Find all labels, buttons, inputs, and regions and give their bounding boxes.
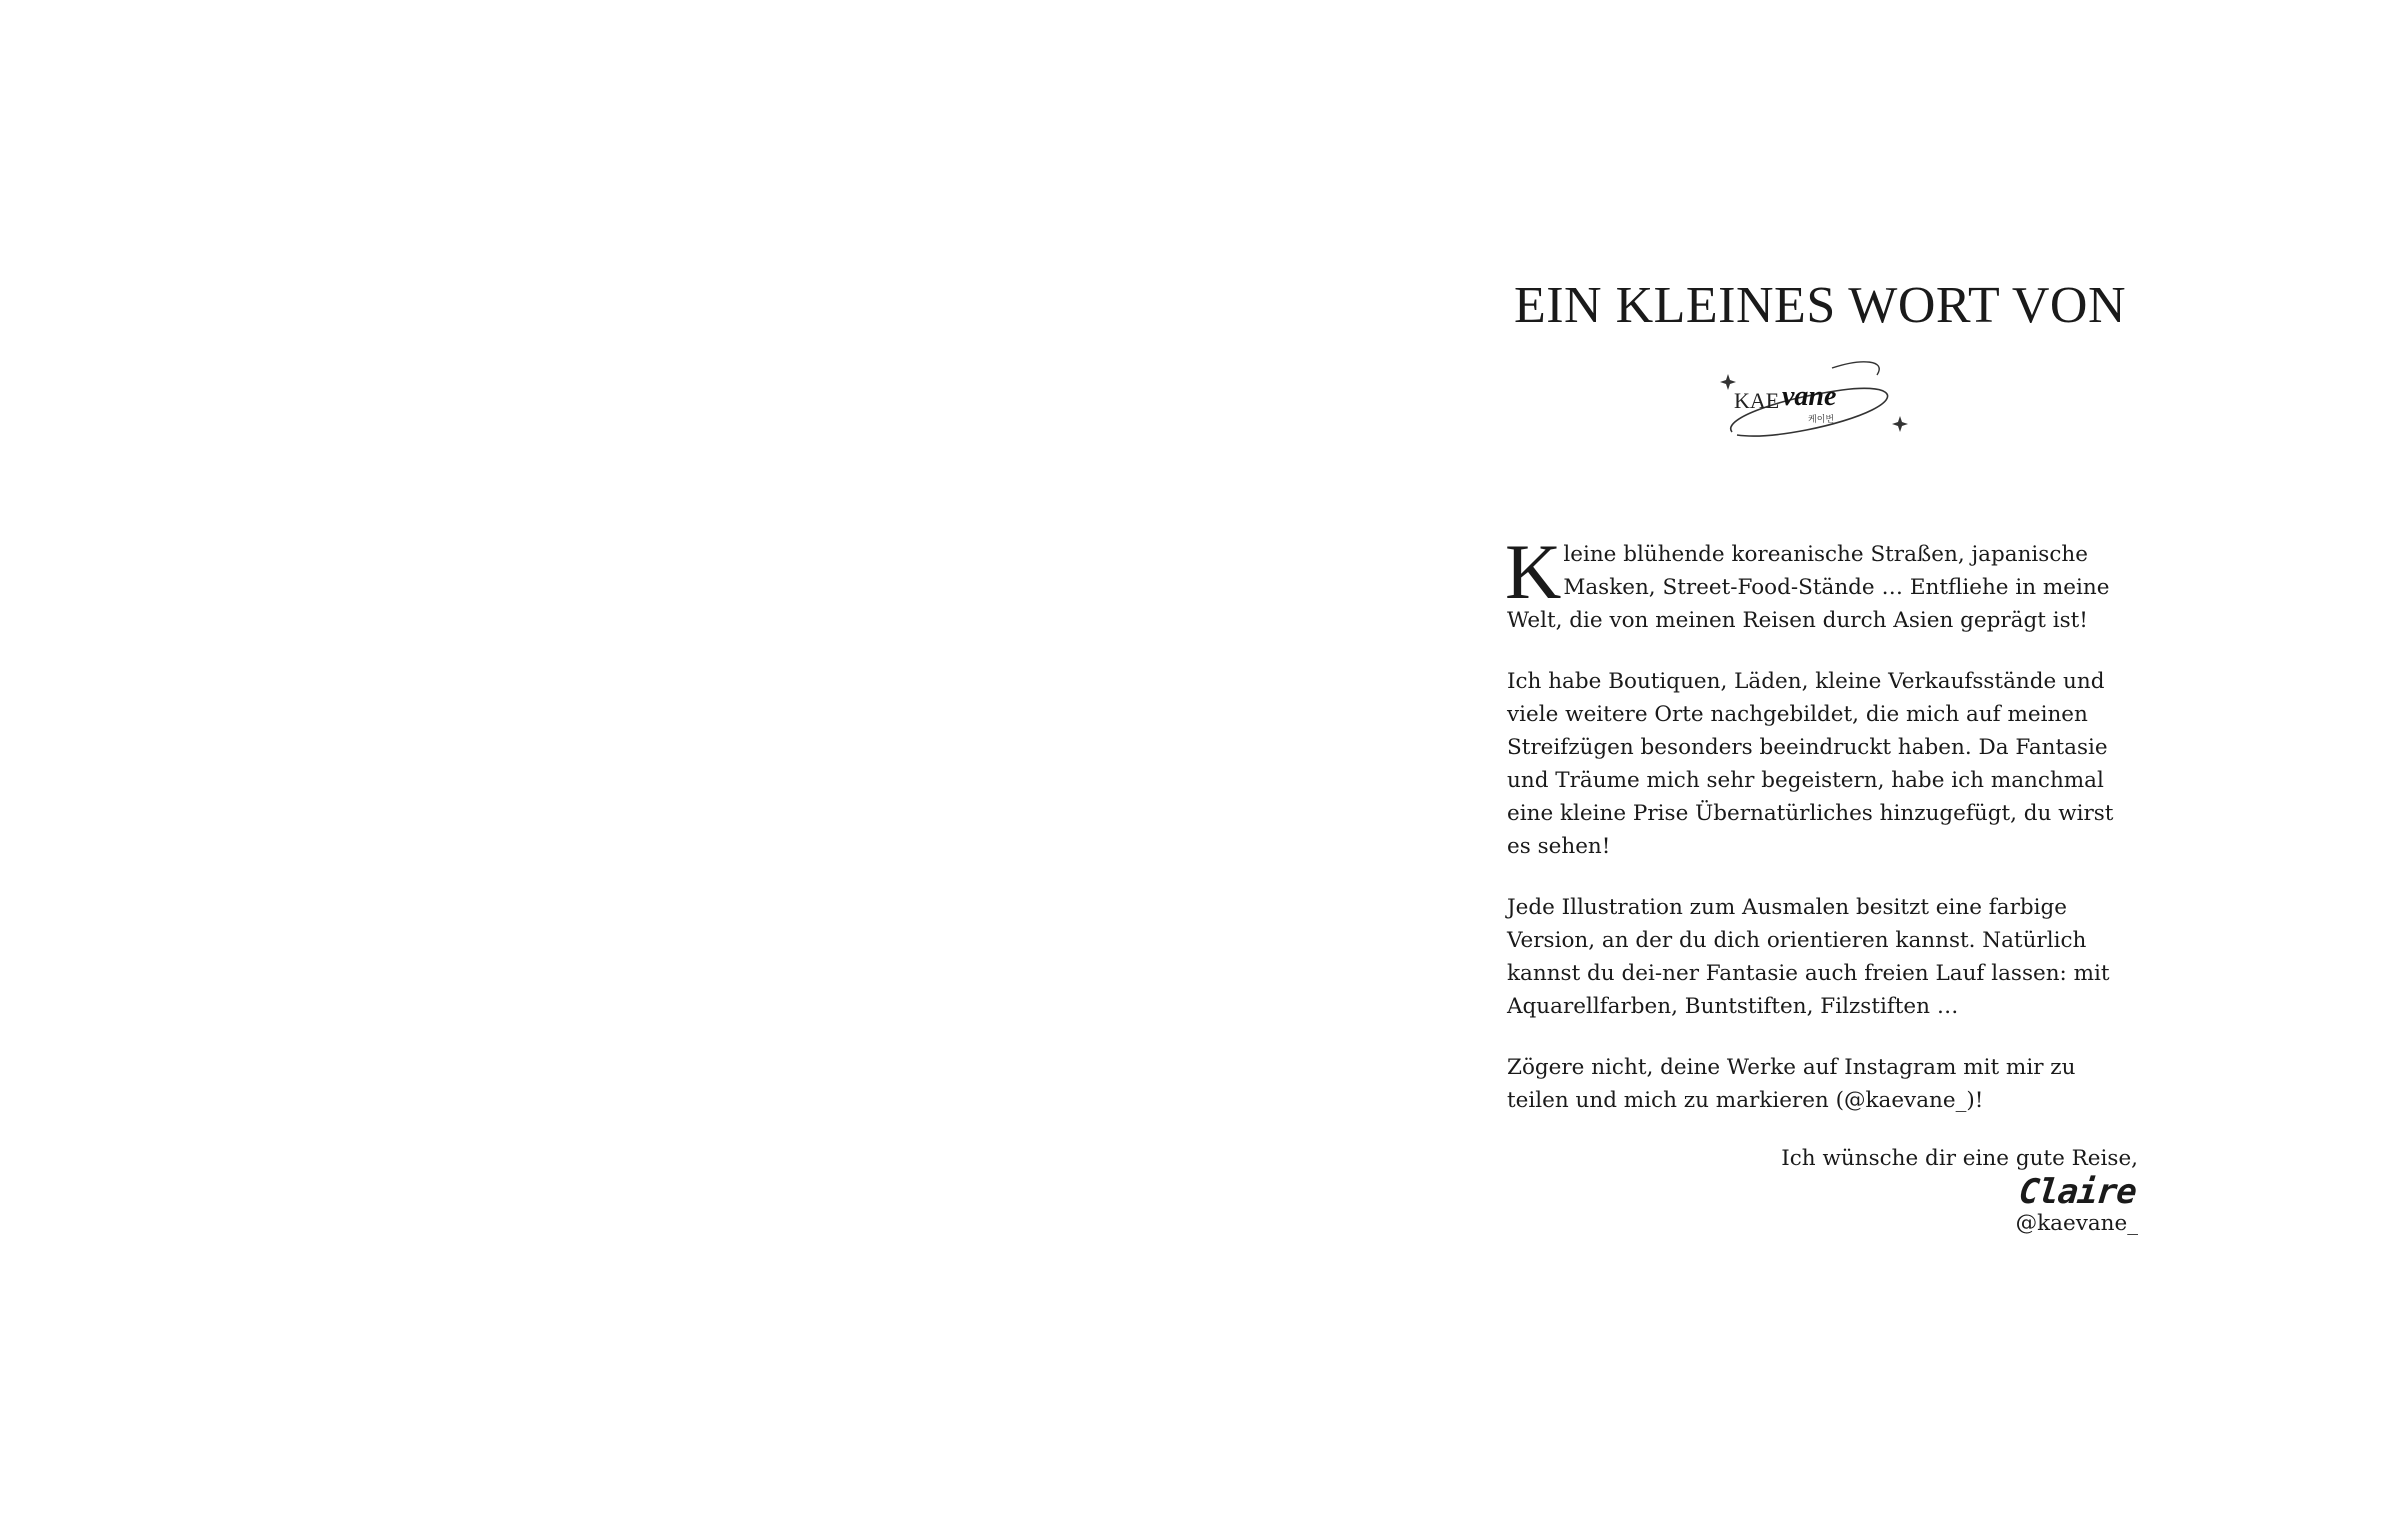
page-title: EIN KLEINES WORT VON bbox=[1513, 277, 2127, 334]
intro-paragraph bbox=[1505, 528, 2137, 637]
closing-block bbox=[1600, 1142, 2138, 1239]
intro-text: leine blühende koreanische Straßen, japanische Masken, Street-Food-Stände … Entfliehe in meine Welt, die von meinen Reisen durch Asien geprägt ist! bbox=[1507, 542, 2110, 633]
signature: Claire bbox=[2017, 1172, 2139, 1212]
closing-greeting: Ich wünsche dir eine gute Reise, bbox=[1781, 1146, 2138, 1171]
kaevane-logo bbox=[1712, 350, 1920, 450]
drop-cap: K bbox=[1505, 528, 1562, 615]
letter-body bbox=[1505, 528, 2137, 1145]
logo-korean-text: 케이번 bbox=[1808, 415, 1835, 425]
paragraph-boutiques: Ich habe Boutiquen, Läden, kleine Verkaufsstände und viele weitere Orte nachgebildet, die mich auf meinen Streifzügen besonders beeindruckt haben. Da Fantasie und Träume mich sehr begeistern, habe ich manchmal eine kleine Prise Übernatürliches hinzugefügt, du wirst es sehen! bbox=[1507, 669, 2114, 859]
paragraph-instagram: Zögere nicht, deine Werke auf Instagram mit mir zu teilen und mich zu markieren (@kaevane_)! bbox=[1507, 1055, 2076, 1113]
logo-kae-text: KAE bbox=[1734, 388, 1780, 413]
instagram-handle: @kaevane_ bbox=[2015, 1211, 2138, 1236]
logo-vane-text: vane bbox=[1782, 381, 1837, 412]
paragraph-coloring: Jede Illustration zum Ausmalen besitzt eine farbige Version, an der du dich orientieren kannst. Natürlich kannst du dei-ner Fantasie auch freien Lauf lassen: mit Aquarellfarben, Buntstiften, Filzstiften … bbox=[1507, 895, 2110, 1019]
